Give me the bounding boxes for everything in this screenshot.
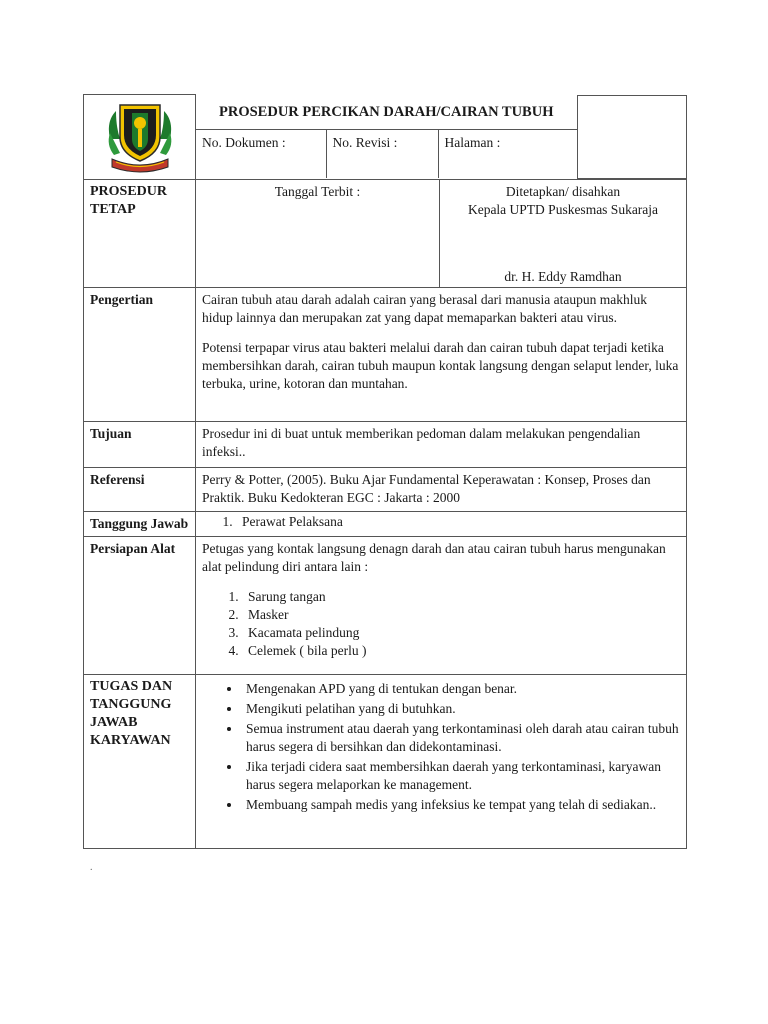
list-item: 1. Sarung tangan xyxy=(242,588,680,606)
persiapan-intro: Petugas yang kontak langsung denagn darah dan atau cairan tubuh harus mengunakan alat pelindung diri antara lain : xyxy=(202,541,666,574)
sop-document-table xyxy=(83,94,687,849)
footer-mark: . xyxy=(90,862,93,873)
tugas-list xyxy=(202,680,680,814)
pengertian-content xyxy=(196,288,687,422)
pengertian-row xyxy=(84,288,687,422)
list-item: • Membuang sampah medis yang infeksius ke tempat yang telah di sediakan.. xyxy=(242,796,680,814)
logo xyxy=(84,95,195,179)
persiapan-alat-content xyxy=(196,537,687,675)
signatory-name: dr. H. Eddy Ramdhan xyxy=(504,269,622,284)
tugas-row xyxy=(84,675,687,849)
logo-cell xyxy=(84,95,196,180)
tanggung-jawab-label: Tanggung Jawab xyxy=(84,512,196,537)
prosedur-tetap-label: PROSEDUR TETAP xyxy=(84,180,196,288)
pengertian-label: Pengertian xyxy=(84,288,196,422)
list-item: 1. Perawat Pelaksana xyxy=(236,513,680,531)
referensi-content: Perry & Potter, (2005). Buku Ajar Fundamental Keperawatan : Konsep, Proses dan Praktik. Buku Kedokteran EGC : Jakarta : 2000 xyxy=(196,468,687,512)
kepala-text: Kepala UPTD Puskesmas Sukaraja xyxy=(467,202,659,217)
tugas-content xyxy=(196,675,687,849)
prosedur-tetap-row xyxy=(84,180,687,288)
header-inner-table xyxy=(196,95,687,179)
tanggal-terbit: Tanggal Terbit : xyxy=(196,180,440,288)
pengertian-paragraph-2: Potensi terpapar virus atau bakteri melalui darah dan cairan tubuh dapat terjadi ketika membersihkan darah, cairan tubuh maupun kontak langsung dengan selaput lender, luka terbuka, urine, kotoran dan muntahan. xyxy=(202,340,679,391)
document-title: PROSEDUR PERCIKAN DARAH/CAIRAN TUBUH xyxy=(196,95,577,130)
persiapan-alat-label: Persiapan Alat xyxy=(84,537,196,675)
list-item: 2. Masker xyxy=(242,606,680,624)
pengertian-paragraph-1: Cairan tubuh atau darah adalah cairan yang berasal dari manusia ataupun makhluk hidup lainnya dan merupakan zat yang dapat memaparkan bakteri atau virus. xyxy=(202,292,647,325)
tujuan-content: Prosedur ini di buat untuk memberikan pedoman dalam melakukan pengendalian infeksi.. xyxy=(196,422,687,468)
alat-list xyxy=(202,588,680,660)
tanggung-jawab-list xyxy=(202,513,680,531)
list-item: 3. Kacamata pelindung xyxy=(242,624,680,642)
halaman-field: Halaman : xyxy=(438,130,577,179)
tugas-label: TUGAS DAN TANGGUNG JAWAB KARYAWAN xyxy=(84,675,196,849)
header-right-cell xyxy=(196,95,687,180)
list-item: 4. Celemek ( bila perlu ) xyxy=(242,642,680,660)
list-item: • Mengenakan APD yang di tentukan dengan benar. xyxy=(242,680,680,698)
tujuan-row xyxy=(84,422,687,468)
referensi-row xyxy=(84,468,687,512)
no-dokumen-field: No. Dokumen : xyxy=(196,130,326,179)
header-blank-cell xyxy=(577,95,687,178)
persiapan-alat-row xyxy=(84,537,687,675)
regency-crest-icon xyxy=(102,99,178,175)
list-item: • Mengikuti pelatihan yang di butuhkan. xyxy=(242,700,680,718)
list-item: • Jika terjadi cidera saat membersihkan daerah yang terkontaminasi, karyawan harus segera melaporkan ke management. xyxy=(242,758,680,794)
list-item: • Semua instrument atau daerah yang terkontaminasi oleh darah atau cairan tubuh harus segera di bersihkan dan didekontaminasi. xyxy=(242,720,680,756)
tanggung-jawab-content xyxy=(196,512,687,537)
no-revisi-field: No. Revisi : xyxy=(326,130,438,179)
approval-block xyxy=(440,180,687,288)
header-row xyxy=(84,95,687,180)
tanggung-jawab-row xyxy=(84,512,687,537)
tujuan-label: Tujuan xyxy=(84,422,196,468)
referensi-label: Referensi xyxy=(84,468,196,512)
ditetapkan-text: Ditetapkan/ disahkan xyxy=(505,184,621,199)
